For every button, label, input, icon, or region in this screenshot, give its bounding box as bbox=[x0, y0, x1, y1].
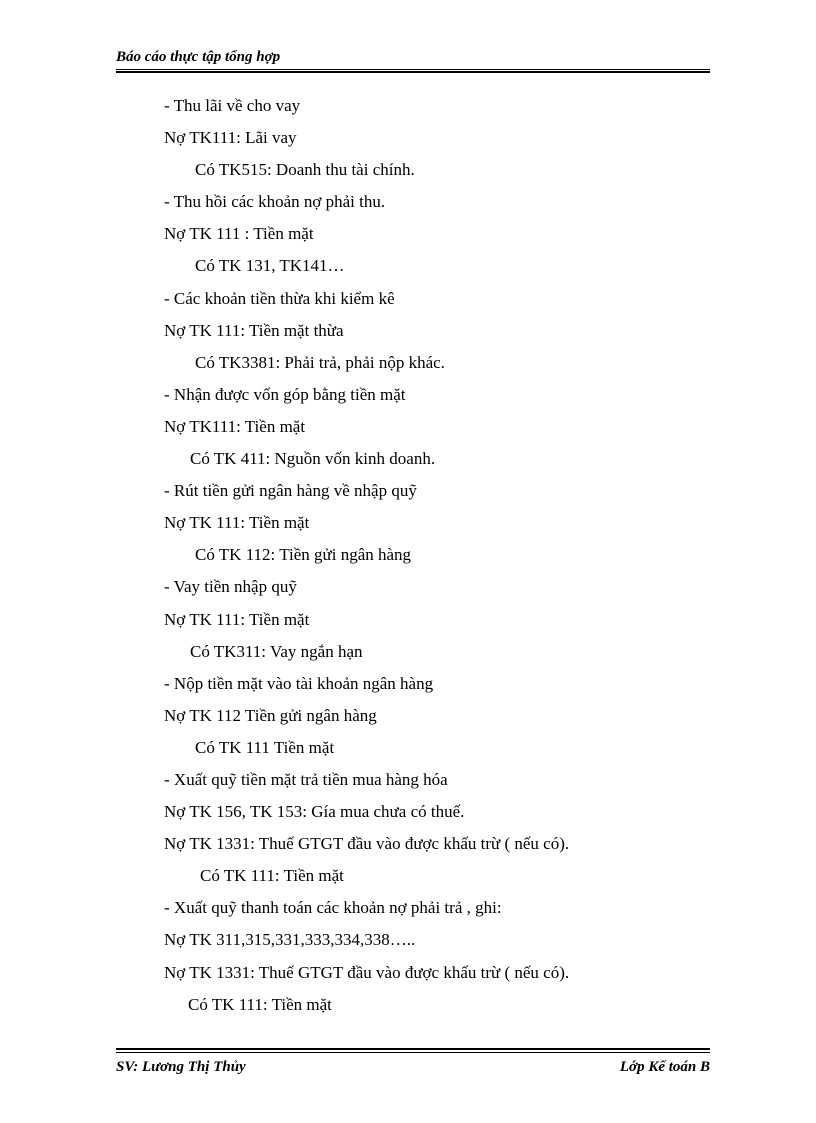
entry-heading: - Nhận được vốn góp bằng tiền mặt bbox=[164, 384, 406, 404]
credit-line: Có TK515: Doanh thu tài chính. bbox=[195, 160, 415, 180]
credit-line: Có TK 111: Tiền mặt bbox=[188, 994, 332, 1014]
footer-rule-thick bbox=[116, 1048, 710, 1050]
page-header bbox=[116, 47, 710, 73]
debit-line: Nợ TK 156, TK 153: Gía mua chưa có thuế. bbox=[164, 802, 465, 822]
debit-line: Nợ TK 111: Tiền mặt thừa bbox=[164, 320, 344, 340]
debit-line: Nợ TK 111: Tiền mặt bbox=[164, 513, 310, 533]
debit-line: Nợ TK 1331: Thuế GTGT đầu vào được khấu trừ ( nếu có). bbox=[164, 834, 570, 854]
entry-heading: - Thu lãi về cho vay bbox=[164, 96, 301, 115]
credit-line: Có TK 111: Tiền mặt bbox=[200, 866, 344, 886]
debit-line: Nợ TK111: Tiền mặt bbox=[164, 416, 306, 436]
debit-line: Nợ TK 111 : Tiền mặt bbox=[164, 224, 314, 244]
footer-rule bbox=[116, 1052, 710, 1053]
credit-line: Có TK 131, TK141… bbox=[195, 256, 345, 276]
footer-student: SV: Lương Thị Thủy bbox=[116, 1059, 246, 1075]
page-footer bbox=[116, 1048, 710, 1077]
debit-line: Nợ TK111: Lãi vay bbox=[164, 128, 297, 148]
credit-line: Có TK 111 Tiền mặt bbox=[195, 737, 335, 757]
footer-row bbox=[116, 1057, 710, 1077]
credit-line: Có TK311: Vay ngắn hạn bbox=[190, 641, 363, 661]
entry-heading: - Xuất quỹ tiền mặt trả tiền mua hàng hóa bbox=[164, 769, 448, 789]
debit-line: Nợ TK 311,315,331,333,334,338….. bbox=[164, 930, 416, 950]
credit-line: Có TK 411: Nguồn vốn kinh doanh. bbox=[190, 449, 436, 469]
document-body bbox=[164, 94, 684, 1025]
entry-heading: - Thu hồi các khoản nợ phải thu. bbox=[164, 192, 386, 212]
debit-line: Nợ TK 112 Tiền gửi ngân hàng bbox=[164, 705, 377, 725]
entry-heading: - Vay tiền nhập quỹ bbox=[164, 577, 297, 597]
entry-heading: - Rút tiền gửi ngân hàng về nhập quỹ bbox=[164, 481, 417, 501]
debit-line: Nợ TK 111: Tiền mặt bbox=[164, 609, 310, 629]
credit-line: Có TK 112: Tiền gửi ngân hàng bbox=[195, 545, 412, 565]
debit-line: Nợ TK 1331: Thuế GTGT đầu vào được khấu trừ ( nếu có). bbox=[164, 962, 570, 982]
footer-class: Lớp Kế toán B bbox=[619, 1059, 710, 1075]
header-title: Báo cáo thực tập tổng hợp bbox=[116, 49, 281, 65]
entry-heading: - Xuất quỹ thanh toán các khoản nợ phải trả , ghi: bbox=[164, 898, 502, 918]
header-rule-thick bbox=[116, 71, 710, 73]
credit-line: Có TK3381: Phải trả, phải nộp khác. bbox=[195, 352, 445, 372]
entry-heading: - Nộp tiền mặt vào tài khoản ngân hàng bbox=[164, 673, 434, 693]
header-rule bbox=[116, 69, 710, 70]
entry-heading: - Các khoản tiền thừa khi kiểm kê bbox=[164, 288, 395, 308]
